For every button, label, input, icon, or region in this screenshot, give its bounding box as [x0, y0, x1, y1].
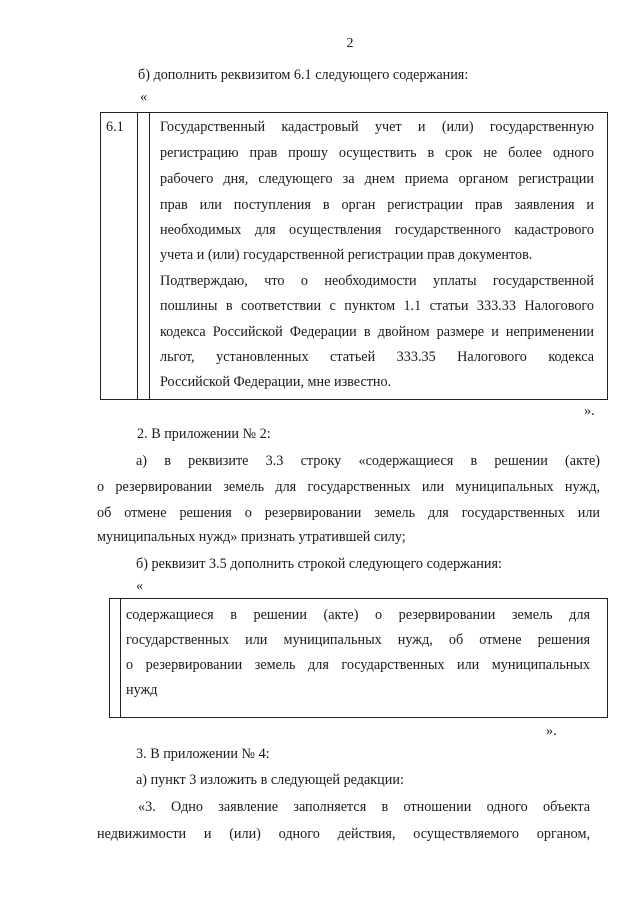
table2-divider-1 [120, 599, 121, 717]
table2-line: нужд [126, 682, 158, 698]
table1-divider-2 [149, 113, 150, 399]
table1-line: льгот, установленных статьей 333.35 Налогового кодекса [160, 349, 594, 365]
table1-number: 6.1 [106, 119, 124, 135]
table1-line: Государственный кадастровый учет и (или) государственную [160, 119, 594, 135]
table2-left-border [109, 599, 110, 717]
table1-line: прав или поступления в орган регистрации прав заявления и [160, 197, 594, 213]
section3-heading: 3. В приложении № 4: [136, 746, 270, 762]
page-number: 2 [346, 36, 354, 51]
table2-line: государственных или муниципальных нужд, об отмене решения [126, 632, 590, 648]
table1-line: Подтверждаю, что о необходимости уплаты государственной [160, 273, 594, 289]
close-quote-1: ». [584, 403, 595, 419]
table1-left-border [100, 113, 101, 399]
intro-b-text: б) дополнить реквизитом 6.1 следующего содержания: [138, 67, 469, 83]
table1-line: пошлины в соответствии с пунктом 1.1 статьи 333.33 Налогового [160, 298, 594, 314]
section3-text-line: «3. Одно заявление заполняется в отношении одного объекта [138, 799, 590, 815]
section2-heading: 2. В приложении № 2: [137, 426, 271, 442]
open-quote-2: « [136, 578, 144, 594]
table2-line: содержащиеся в решении (акте) о резервировании земель для [126, 607, 590, 623]
table2-right-border [607, 599, 608, 717]
table1-line: необходимых для осуществления государственного кадастрового [160, 222, 594, 238]
section2-a-line: а) в реквизите 3.3 строку «содержащиеся в решении (акте) [136, 453, 600, 469]
section2-a-line: муниципальных нужд» признать утратившей силу; [97, 529, 406, 545]
table1-right-border [607, 113, 608, 399]
section2-a-line: об отмене решения о резервировании земель для государственных или [97, 505, 600, 521]
section2-b-text: б) реквизит 3.5 дополнить строкой следующего содержания: [136, 556, 502, 572]
section3-a-text: а) пункт 3 изложить в следующей редакции: [136, 772, 404, 788]
table2-line: о резервировании земель для государственных или муниципальных [126, 657, 590, 673]
table1-divider-1 [137, 113, 138, 399]
table1-line: рабочего дня, следующего за днем приема органом регистрации [160, 171, 594, 187]
table1-line: регистрацию прав прошу осуществить в срок не более одного [160, 145, 594, 161]
close-quote-2: ». [546, 723, 557, 739]
table1-line: Российской Федерации, мне известно. [160, 374, 392, 390]
section3-text-line: недвижимости и (или) одного действия, осуществляемого органом, [97, 826, 590, 842]
open-quote-1: « [140, 89, 148, 105]
section2-a-line: о резервировании земель для государственных или муниципальных нужд, [97, 479, 600, 495]
table1-line: учета и (или) государственной регистрации прав документов. [160, 247, 533, 263]
table1-line: кодекса Российской Федерации в двойном размере и неприменении [160, 324, 594, 340]
